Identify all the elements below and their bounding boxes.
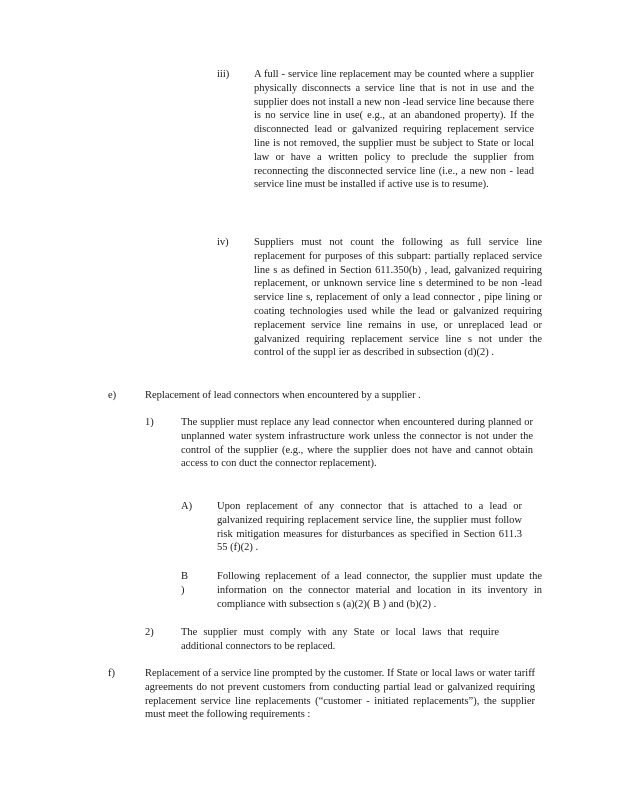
subparagraph-text: Following replacement of a lead connector, the supplier must update the information on the connector material and location in its inventory in compliance with subsection s (a)(2)( B ) and (b)(2) . bbox=[217, 571, 542, 610]
subsection-heading: Replacement of lead connectors when encountered by a supplier . bbox=[145, 390, 421, 401]
subparagraph-label: B ) bbox=[181, 571, 189, 596]
subparagraph-text: Upon replacement of any connector that is attached to a lead or galvanized requiring replacement service line, the supplier must follow risk mitigation measures for disturbances as specified in Section 611.3 55 (f)(2) . bbox=[217, 501, 522, 554]
paragraph-label: 2) bbox=[145, 627, 154, 638]
paragraph-text: The supplier must replace any lead connector when encountered during planned or unplanned water system infrastructure work unless the connector is not under the control of the supplier (e.g., where the supplier does not have and cannot obtain access to con duct the connector replacement). bbox=[181, 417, 533, 470]
subsection-text: Replacement of a service line prompted by the customer. If State or local laws or water tariff agreements do not prevent customers from conducting partial lead or galvanized requiring replacement service line replacements (“customer - initiated replacements”), the supplier must meet the following requirements : bbox=[145, 668, 535, 721]
paragraph-text: The supplier must comply with any State or local laws that require additional connectors to be replaced. bbox=[181, 627, 499, 652]
subsection-label: f) bbox=[108, 668, 115, 679]
paragraph-label: 1) bbox=[145, 417, 154, 428]
item-text: Suppliers must not count the following as full service line replacement for purposes of this subpart: partially replaced service line s as defined in Section 611.350(b) , lead, galvanized requiring replacement, or unknown service line s determined to be non -lead service line s, replacement of only a lead connector , pipe lining or coating technologies used while the lead or galvanized requiring replacement service line remains in use, or unreplaced lead or galvanized requiring replacement service line s not under the control of the suppl ier as described in subsection (d)(2) . bbox=[254, 237, 542, 359]
item-label: iii) bbox=[217, 69, 230, 80]
subparagraph-label: A) bbox=[181, 501, 193, 512]
subsection-label: e) bbox=[108, 390, 117, 401]
item-text: A full - service line replacement may be counted where a supplier physically disconnects a service line that is not in use and the supplier does not install a new non -lead service line because there is no service line in use( e.g., at an abandoned property). If the disconnected lead or galvanized requiring replacement service line is not removed, the supplier must be subject to State or local law or have a written policy to preclude the supplier from reconnecting the disconnected service line (i.e., a new non - lead service line must be installed if active use is to resume). bbox=[254, 69, 534, 191]
item-label: iv) bbox=[217, 237, 229, 248]
